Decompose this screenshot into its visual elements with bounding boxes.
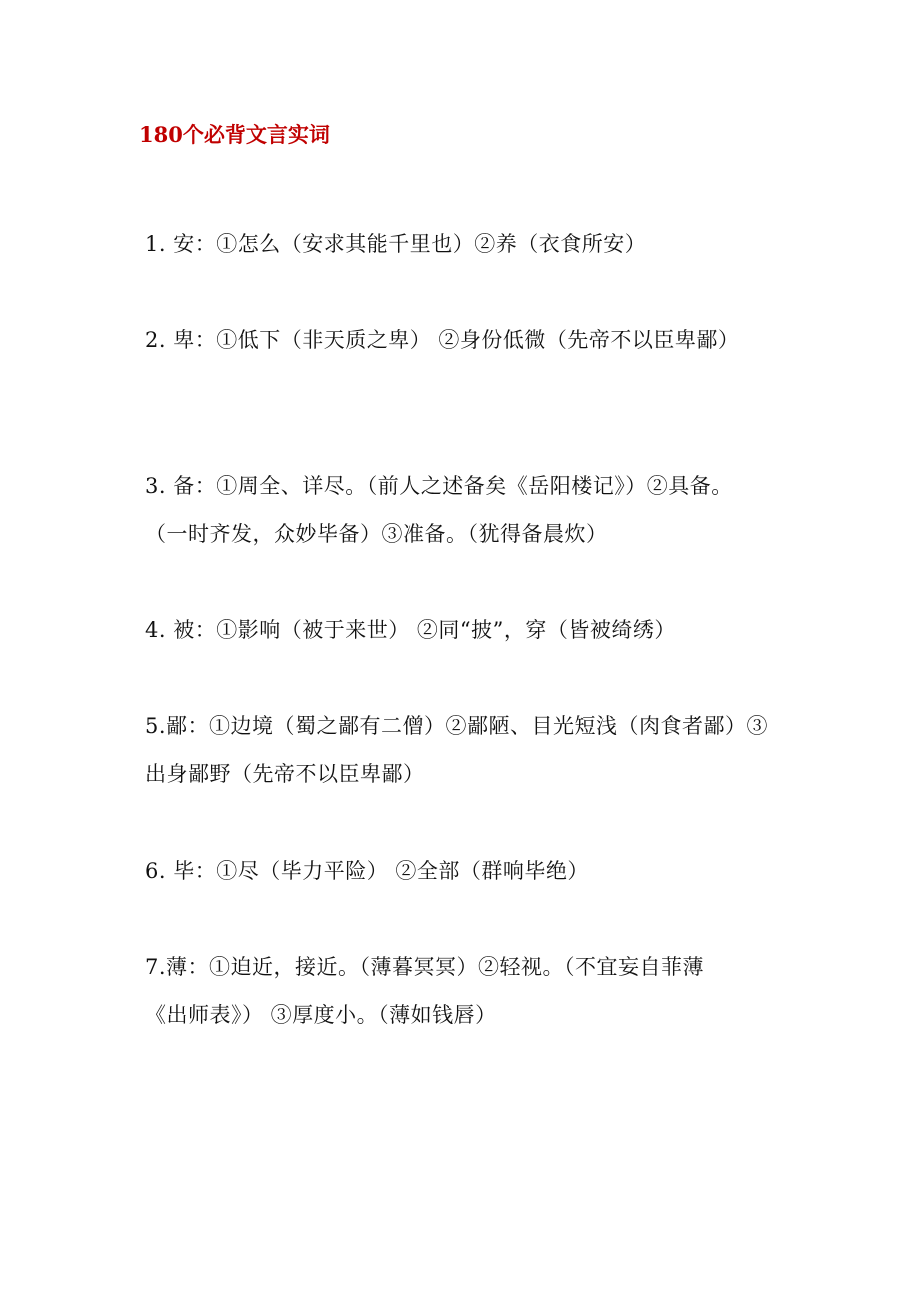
entry-line: 7.薄：①迫近，接近。（薄暮冥冥）②轻视。（不宜妄自菲薄	[145, 955, 705, 979]
entry-line: 5.鄙：①边境（蜀之鄙有二僧）②鄙陋、目光短浅（肉食者鄙）③	[145, 714, 769, 738]
entry-line: 《出师表》） ③厚度小。（薄如钱唇）	[145, 1003, 497, 1027]
entry-line: （一时齐发，众妙毕备）③准备。（犹得备晨炊）	[145, 522, 608, 546]
vocabulary-entry-7	[145, 943, 795, 1039]
entry-line: 2. 卑：①低下（非天质之卑） ②身份低微（先帝不以臣卑鄙）	[145, 328, 740, 352]
vocabulary-entry-3	[145, 462, 795, 558]
entry-line: 4. 被：①影响（被于来世） ②同“披”，穿（皆被绮绣）	[145, 618, 676, 642]
entry-line: 1. 安：①怎么（安求其能千里也）②养（衣食所安）	[145, 232, 647, 256]
vocabulary-entry-1	[145, 220, 795, 268]
vocabulary-entry-2	[145, 316, 795, 364]
entry-line: 6. 毕：①尽（毕力平险） ②全部（群响毕绝）	[145, 859, 589, 883]
vocabulary-entry-4	[145, 606, 795, 654]
entry-line: 出身鄙野（先帝不以臣卑鄙）	[145, 762, 425, 786]
vocabulary-entry-5	[145, 702, 795, 798]
vocabulary-entry-6	[145, 847, 795, 895]
entry-line: 3. 备：①周全、详尽。（前人之述备矣《岳阳楼记》）②具备。	[145, 474, 733, 498]
document-title: 180个必背文言实词	[139, 122, 330, 147]
